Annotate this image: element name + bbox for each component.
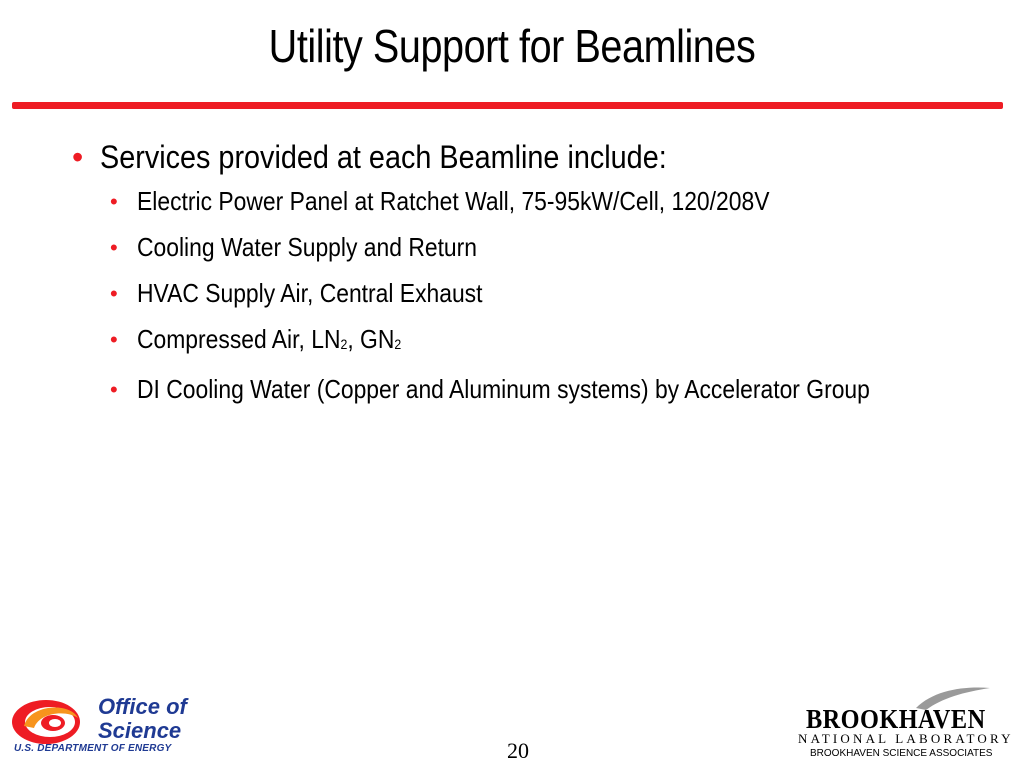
main-bullet-text: Services provided at each Beamline include: [100,139,667,175]
sub-bullet [110,232,990,263]
bullet-icon: • [110,281,118,306]
sub-bullet-list [110,186,990,420]
subscript: 2 [394,336,402,352]
doe-logo-line2: Science [98,718,182,743]
sub-bullet-text-part: , GN [347,324,395,354]
sub-bullet [110,186,990,217]
bullet-icon: • [110,189,118,214]
sub-bullet [110,374,990,405]
slide-title: Utility Support for Beamlines [268,20,756,72]
sub-bullet-text-part: Compressed Air, LN [137,324,341,354]
bullet-icon: • [110,327,118,352]
bullet-icon: • [72,139,84,175]
doe-office-of-science-swirl-icon [8,696,94,748]
brookhaven-subtitle: NATIONAL LABORATORY [798,731,1014,746]
title-divider [12,102,1003,109]
doe-office-of-science-logo [8,692,218,758]
sub-bullet-text: HVAC Supply Air, Central Exhaust [137,278,483,308]
brookhaven-logo [796,686,1016,764]
sub-bullet-text: DI Cooling Water (Copper and Aluminum systems) by Accelerator Group [137,374,870,404]
doe-logo-subline: U.S. DEPARTMENT OF ENERGY [14,743,172,754]
sub-bullet-text: Cooling Water Supply and Return [137,232,477,262]
sub-bullet [110,324,990,359]
sub-bullet-text: Electric Power Panel at Ratchet Wall, 75-95kW/Cell, 120/208V [137,186,770,216]
sub-bullet-text [137,324,964,359]
sub-bullet [110,278,990,309]
page-number: 20 [507,738,529,763]
subscript: 2 [340,336,348,352]
bullet-icon: • [110,235,118,260]
brookhaven-associates: BROOKHAVEN SCIENCE ASSOCIATES [810,748,993,759]
bullet-icon: • [110,377,118,402]
doe-logo-line1: Office of [98,694,187,719]
brookhaven-wordmark: BROOKHAVEN [806,704,986,734]
